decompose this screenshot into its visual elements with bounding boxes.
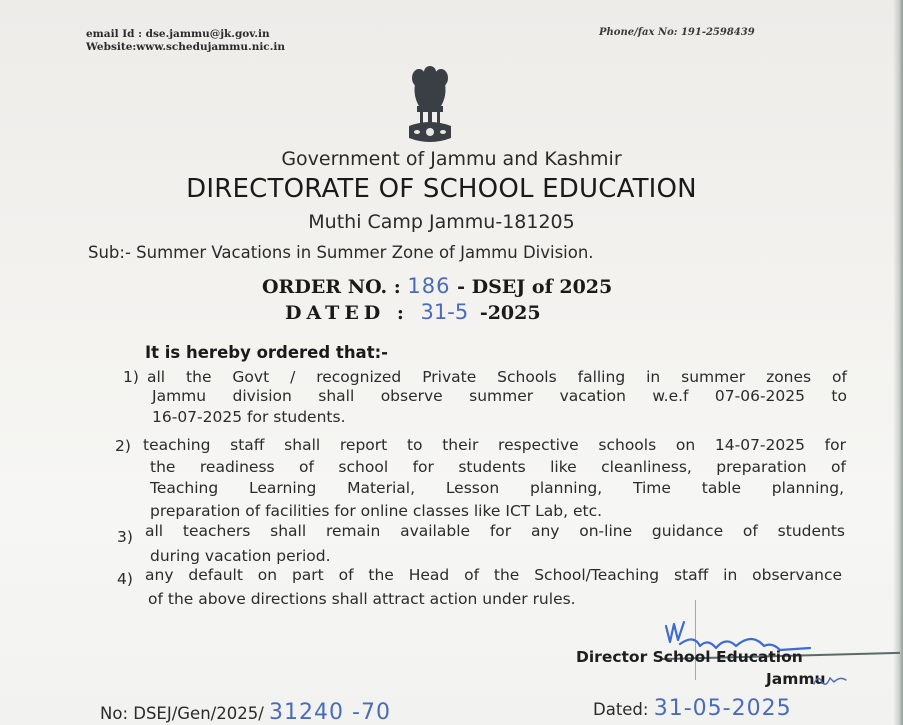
phone-fax-text: Phone/fax No: 191-2598439 [599, 27, 755, 38]
reference-label: No: DSEJ/Gen/2025/ [100, 704, 264, 723]
point-number: 2) [115, 437, 131, 455]
point-line: 16-07-2025 for students. [152, 408, 346, 426]
order-date-line [285, 300, 541, 324]
point-line: all teachers shall remain available for any on-line guidance of students [145, 522, 845, 540]
subject-line: Sub:- Summer Vacations in Summer Zone of Jammu Division. [88, 243, 594, 262]
state-emblem-icon [405, 62, 455, 144]
point-number: 4) [117, 570, 133, 588]
point-line: any default on part of the Head of the School/Teaching staff in observance [145, 566, 842, 584]
signatory-place: Jammu [766, 670, 826, 688]
order-label: ORDER NO. : [262, 276, 401, 298]
point-number: 3) [117, 528, 133, 546]
dated-handwritten: 31-5 [420, 300, 469, 324]
point-line: Teaching Learning Material, Lesson planning, Time table planning, [150, 479, 844, 497]
government-heading: Government of Jammu and Kashmir [281, 148, 622, 170]
point-line: during vacation period. [150, 547, 331, 565]
directorate-heading: DIRECTORATE OF SCHOOL EDUCATION [186, 174, 697, 204]
reference-handwritten: 31240 -70 [269, 700, 391, 725]
signatory-designation: Director School Education [576, 648, 803, 666]
point-line: preparation of facilities for online classes like ICT Lab, etc. [150, 502, 603, 520]
order-number-handwritten: 186 [407, 274, 451, 298]
order-number-line [262, 274, 612, 298]
footer-date [593, 696, 792, 721]
reference-number [100, 700, 391, 725]
directorate-address: Muthi Camp Jammu-181205 [308, 211, 575, 233]
order-suffix: - DSEJ of 2025 [457, 276, 613, 298]
point-number: 1) [123, 368, 139, 386]
point-line: all the Govt / recognized Private Schools falling in summer zones of [147, 368, 847, 386]
point-line: teaching staff shall report to their respective schools on 14-07-2025 for [143, 436, 846, 454]
initials-icon [812, 668, 852, 690]
point-line: of the above directions shall attract action under rules. [148, 590, 576, 608]
point-line: the readiness of school for students like cleanliness, preparation of [150, 458, 846, 476]
contact-info [86, 28, 285, 54]
page-edge-shadow [893, 0, 903, 725]
point-line: Jammu division shall observe summer vacation w.e.f 07-06-2025 to [152, 387, 847, 405]
footer-dated-handwritten: 31-05-2025 [653, 696, 792, 721]
email-text: email Id : dse.jammu@jk.gov.in [86, 28, 270, 40]
dated-label: DATED : [285, 302, 409, 324]
order-intro: It is hereby ordered that:- [145, 343, 389, 362]
website-text: Website:www.schedujammu.nic.in [86, 41, 285, 53]
footer-dated-label: Dated: [593, 700, 654, 719]
dated-suffix: -2025 [479, 302, 541, 324]
